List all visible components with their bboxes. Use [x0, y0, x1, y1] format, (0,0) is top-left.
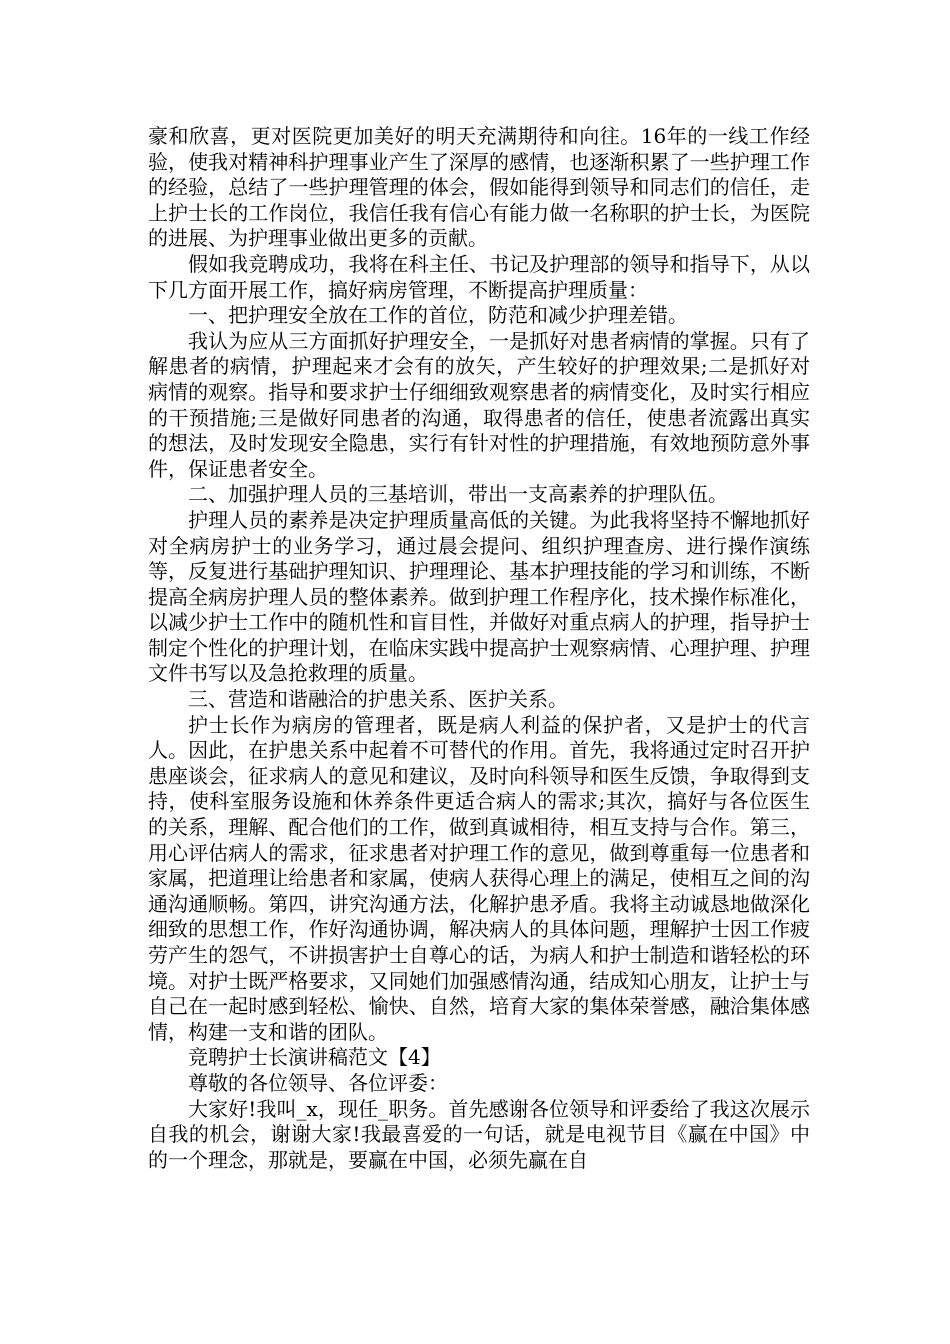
salutation: 尊敬的各位领导、各位评委： — [188, 1070, 448, 1095]
paragraph-relations: 护士长作为病房的管理者，既是病人利益的保护者，又是护士的代言人。因此，在护患关系中起着不可替代的作用。首先，我将通过定时召开护患座谈会，征求病人的意见和建议，及时向科领导和医生反馈，争取得到支持，使科室服务设施和休养条件更适合病人的需求;其次，搞好与各位医生的关系，理解、配合他们的工作，做到真诚相待，相互支持与合作。第三，用心评估病人的需求，征求患者对护理工作的意见，做到尊重每一位患者和家属，把道理让给患者和家属，使病人获得心理上的满足，使相互之间的沟通沟通顺畅。第四，讲究沟通方法，化解护患矛盾。我将主动诚恳地做深化细致的思想工作，作好沟通协调，解决病人的具体问题，理解护士因工作疲劳产生的怨气，不讲损害护士自尊心的话，为病人和护士制造和谐轻松的环境。对护士既严格要求，又同她们加强感情沟通，结成知心朋友，让护士与自己在一起时感到轻松、愉快、自然，培育大家的集体荣誉感，融洽集体感情，构建一支和谐的团队。 — [148, 712, 810, 1044]
section-heading-training: 二、加强护理人员的三基培训，带出一支高素养的护理队伍。 — [188, 482, 728, 507]
paragraph-intro-continuation: 豪和欣喜，更对医院更加美好的明天充满期待和向往。16年的一线工作经验，使我对精神科护理事业产生了深厚的感情，也逐渐积累了一些护理工作的经验，总结了一些护理管理的体会，假如能得到领导和同志们的信任，走上护士长的工作岗位，我信任我有信心有能力做一名称职的护士长，为医院的进展、为护理事业做出更多的贡献。 — [148, 124, 810, 251]
paragraph-training: 护理人员的素养是决定护理质量高低的关键。为此我将坚持不懈地抓好对全病房护士的业务学习，通过晨会提问、组织护理查房、进行操作演练等，反复进行基础护理知识、护理理论、基本护理技能的学习和训练，不断提高全病房护理人员的整体素养。做到护理工作程序化，技术操作标准化，以减少护士工作中的随机性和盲目性，并做好对重点病人的护理，指导护士制定个性化的护理计划，在临床实践中提高护士观察病情、心理护理、护理文件书写以及急抢救理的质量。 — [148, 507, 810, 686]
section-heading-safety: 一、把护理安全放在工作的首位，防范和减少护理差错。 — [188, 303, 688, 328]
section-heading-relations: 三、营造和谐融洽的护患关系、医护关系。 — [188, 687, 568, 712]
paragraph-safety: 我认为应从三方面抓好护理安全，一是抓好对患者病情的掌握。只有了解患者的病情，护理起来才会有的放矢，产生较好的护理效果;二是抓好对病情的观察。指导和要求护士仔细细致观察患者的病情变化，及时实行相应的干预措施;三是做好同患者的沟通，取得患者的信任，使患者流露出真实的想法，及时发现安全隐患，实行有针对性的护理措施，有效地预防意外事件，保证患者安全。 — [148, 328, 810, 481]
document-page — [148, 124, 810, 1173]
paragraph-greeting: 大家好!我叫_x，现任_职务。首先感谢各位领导和评委给了我这次展示自我的机会，谢谢大家!我最喜爱的一句话，就是电视节目《赢在中国》中的一个理念，那就是，要赢在中国，必须先赢在自 — [148, 1096, 810, 1172]
sample-title: 竞聘护士长演讲稿范文【4】 — [188, 1045, 441, 1070]
paragraph-if-elected: 假如我竞聘成功，我将在科主任、书记及护理部的领导和指导下，从以下几方面开展工作，搞好病房管理，不断提高护理质量： — [148, 251, 810, 302]
